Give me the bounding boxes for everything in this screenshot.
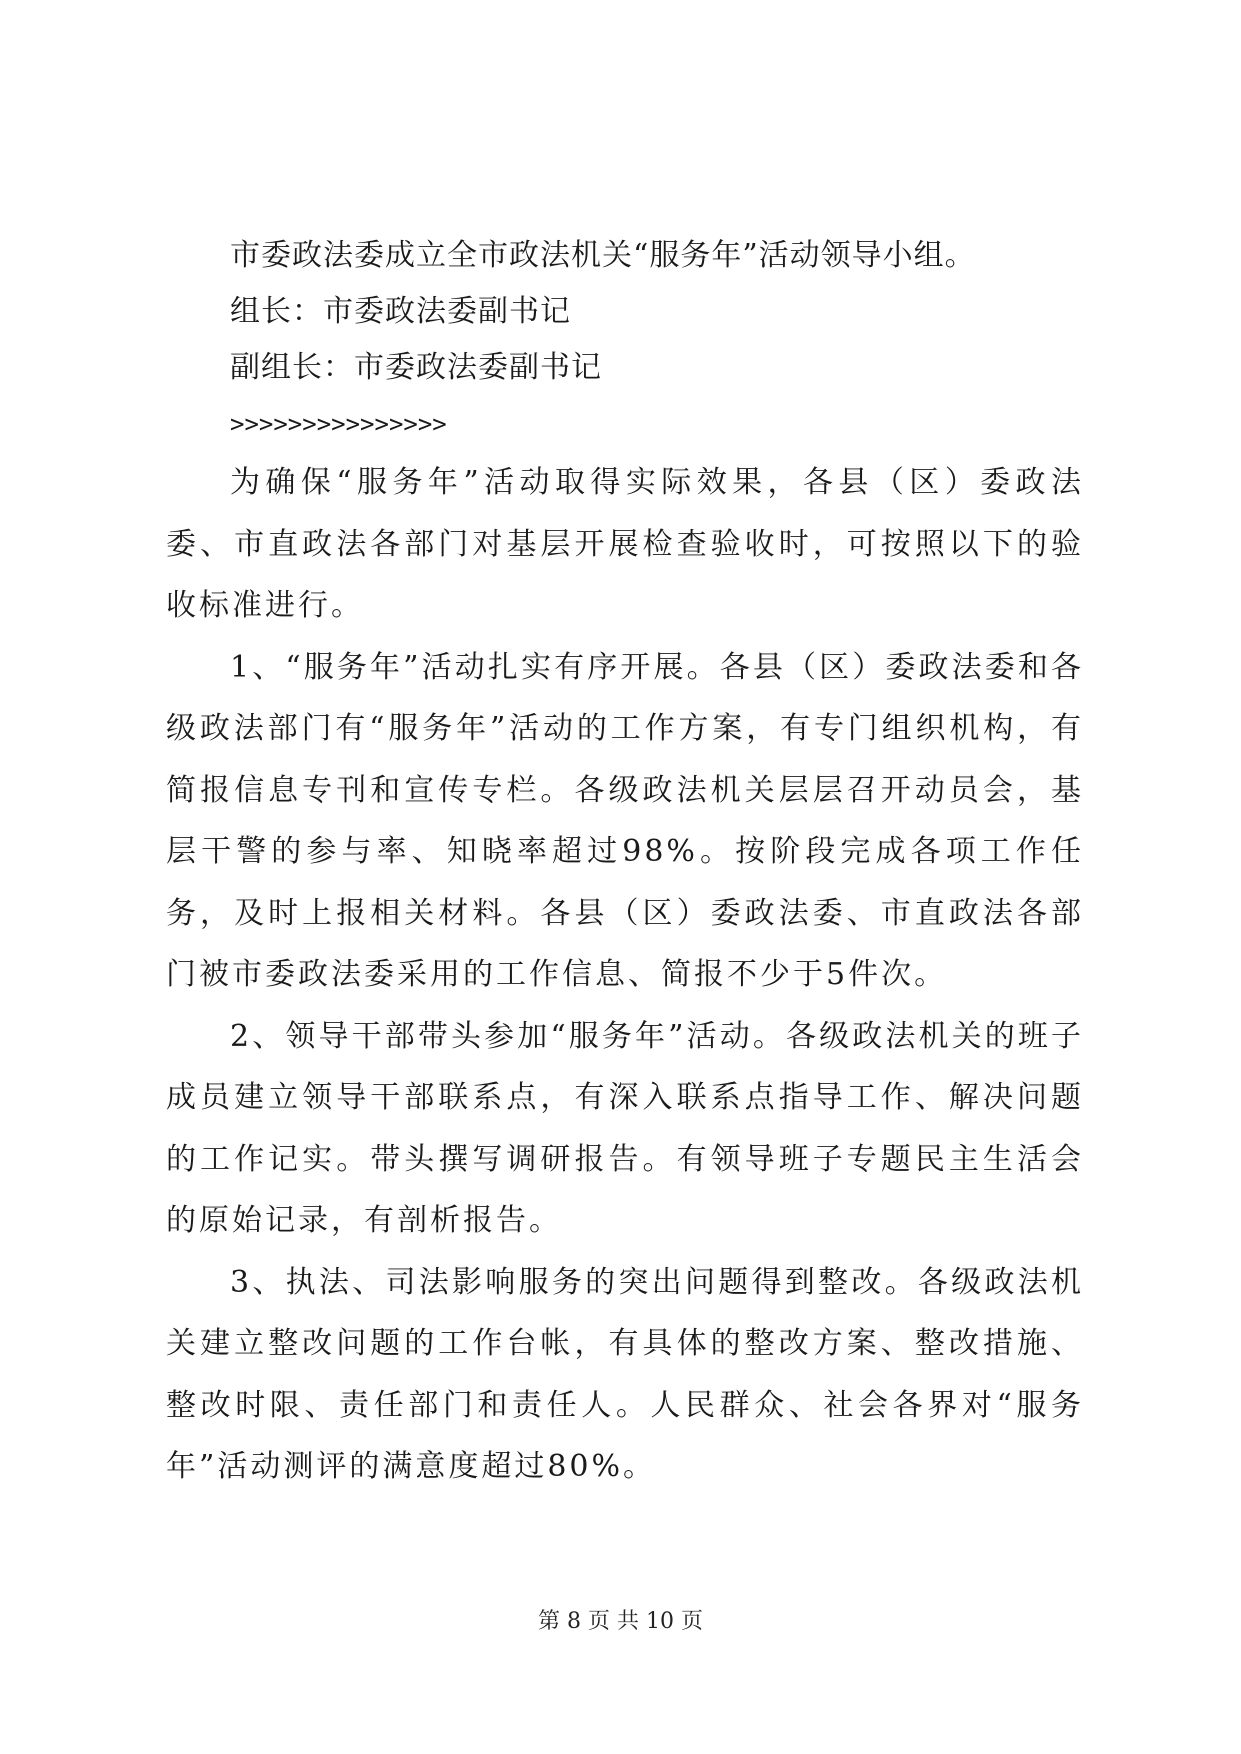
separator-chevrons: >>>>>>>>>>>>>>>: [230, 410, 447, 438]
standard-3-paragraph: 3、执法、司法影响服务的突出问题得到整改。各级政法机关建立整改问题的工作台帐，有具体的整改方案、整改措施、整改时限、责任部门和责任人。人民群众、社会各界对“服务年”活动测评的满意度超过80%。: [166, 1264, 1084, 1484]
page-footer: 第 8 页 共 10 页: [538, 1609, 703, 1634]
standard-1-paragraph: 1、“服务年”活动扎实有序开展。各县（区）委政法委和各级政法部门有“服务年”活动的工作方案，有专门组织机构，有简报信息专刊和宣传专栏。各级政法机关层层召开动员会，基层干警的参与率、知晓率超过98%。按阶段完成各项工作任务，及时上报相关材料。各县（区）委政法委、市直政法各部门被市委政法委采用的工作信息、简报不少于5件次。: [166, 649, 1084, 992]
group-leader-line: 组长：市委政法委副书记: [230, 294, 571, 329]
document-body: [166, 228, 1084, 1498]
leading-group-line: 市委政法委成立全市政法机关“服务年”活动领导小组。: [230, 238, 976, 273]
standard-2-paragraph: 2、领导干部带头参加“服务年”活动。各级政法机关的班子成员建立领导干部联系点，有深入联系点指导工作、解决问题的工作记实。带头撰写调研报告。有领导班子专题民主生活会的原始记录，有剖析报告。: [166, 1018, 1084, 1238]
intro-paragraph: 为确保“服务年”活动取得实际效果，各县（区）委政法委、市直政法各部门对基层开展检查验收时，可按照以下的验收标准进行。: [166, 465, 1084, 623]
deputy-leader-line: 副组长：市委政法委副书记: [230, 350, 602, 385]
